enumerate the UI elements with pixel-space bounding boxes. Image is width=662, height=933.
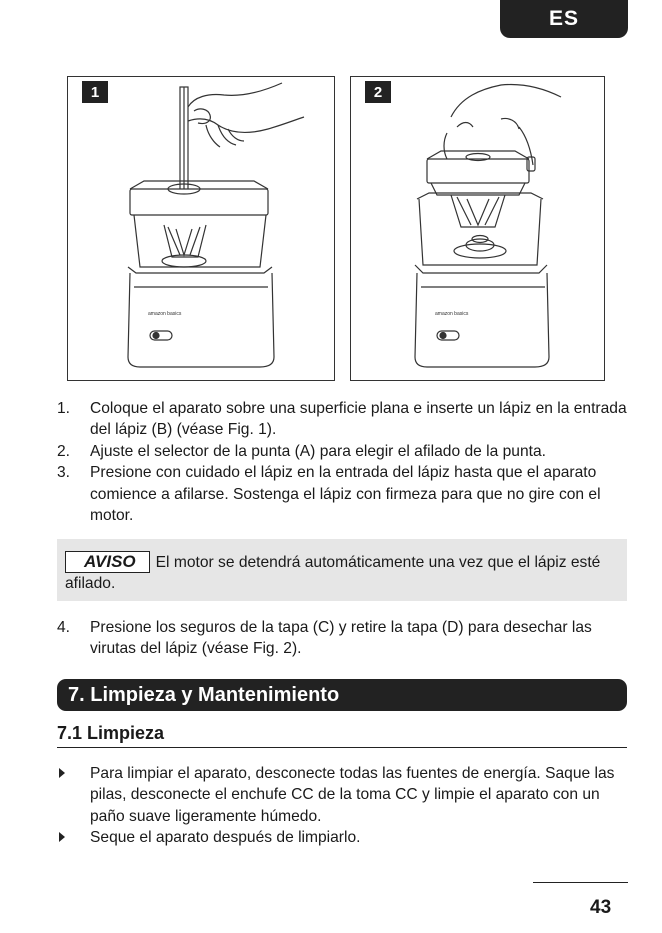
notice-text: El motor se detendrá automáticamente una vez que el lápiz esté afilado. [65, 554, 601, 592]
bullet-icon [57, 827, 90, 848]
section-heading: 7. Limpieza y Mantenimiento [57, 679, 627, 711]
step-number: 2. [57, 442, 71, 460]
step-number: 1. [57, 400, 71, 417]
brand-logo-1: amazon basics [148, 311, 182, 317]
figure-1 [67, 76, 335, 381]
sharpener-illustration-2 [351, 77, 606, 382]
bullet-icon [57, 763, 90, 827]
step-text: Presione los seguros de la tapa (C) y retire la tapa (D) para desechar las virutas del lápiz (véase Fig. 2). [90, 619, 592, 658]
instruction-steps [57, 398, 632, 526]
list-item [57, 617, 632, 660]
step-text: Ajuste el selector de la punta (A) para elegir el afilado de la punta. [90, 442, 546, 460]
bullet-text: Seque el aparato después de limpiarlo. [90, 829, 361, 847]
subsection-heading: 7.1 Limpieza [57, 721, 627, 748]
step-number: 4. [57, 619, 71, 636]
bullet-text: Para limpiar el aparato, desconecte todas las fuentes de energía. Saque las pilas, desconecte el enchufe CC de la toma CC y limpie el aparato con un paño suave ligeramente húmedo. [90, 765, 615, 825]
step-text: Coloque el aparato sobre una superficie plana e inserte un lápiz en la entrada del lápiz (B) (véase Fig. 1). [90, 400, 627, 439]
instruction-steps-continued [57, 617, 632, 660]
brand-logo-2: amazon basics [435, 311, 469, 317]
page-number: 43 [590, 897, 612, 918]
language-tab: ES [500, 0, 628, 38]
notice-label: AVISO [65, 551, 150, 573]
figure-2 [350, 76, 605, 381]
list-item [57, 763, 632, 827]
list-item [57, 827, 632, 848]
sharpener-illustration-1 [68, 77, 336, 382]
step-number: 3. [57, 464, 71, 482]
footer-rule [533, 882, 628, 883]
list-item [57, 398, 632, 441]
list-item [57, 441, 632, 462]
step-text: Presione con cuidado el lápiz en la entrada del lápiz hasta que el aparato comience a afilarse. Sostenga el lápiz con firmeza para que no gire con el motor. [90, 464, 601, 525]
figure-number: 1 [82, 81, 108, 103]
bullet-list [57, 763, 632, 849]
figure-number: 2 [365, 81, 391, 103]
list-item [57, 462, 632, 526]
notice-box [57, 539, 627, 601]
